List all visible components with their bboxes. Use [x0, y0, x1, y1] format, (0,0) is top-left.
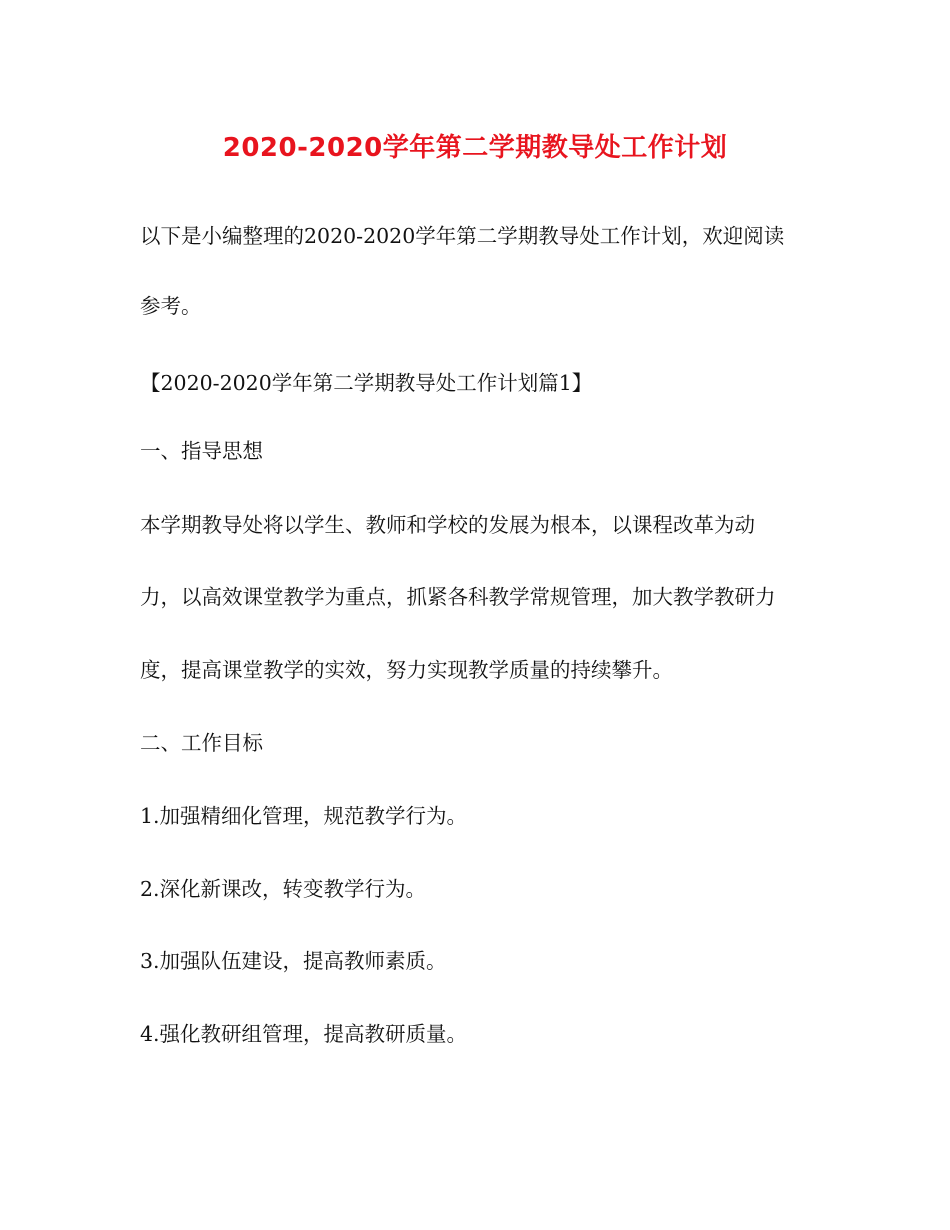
goal-item-2: 2.深化新课改，转变教学行为。 [140, 877, 427, 901]
paragraph-line-2: 力，以高效课堂教学为重点，抓紧各科教学常规管理，加大教学教研力 [140, 585, 776, 609]
intro-line-2: 参考。 [140, 294, 202, 318]
paragraph-line-3: 度，提高课堂教学的实效，努力实现教学质量的持续攀升。 [140, 658, 673, 682]
heading-work-goals: 二、工作目标 [140, 731, 263, 755]
goal-item-3: 3.加强队伍建设，提高教师素质。 [140, 949, 447, 973]
section-heading-part-1: 【2020-2020学年第二学期教导处工作计划篇1】 [140, 371, 593, 395]
goal-item-1: 1.加强精细化管理，规范教学行为。 [140, 804, 468, 828]
paragraph-line-1: 本学期教导处将以学生、教师和学校的发展为根本，以课程改革为动 [140, 513, 755, 537]
goal-item-4: 4.强化教研组管理，提高教研质量。 [140, 1022, 468, 1046]
intro-line-1: 以下是小编整理的2020-2020学年第二学期教导处工作计划，欢迎阅读 [140, 224, 785, 248]
document-title: 2020-2020学年第二学期教导处工作计划 [222, 133, 728, 163]
heading-guiding-ideology: 一、指导思想 [140, 439, 263, 463]
